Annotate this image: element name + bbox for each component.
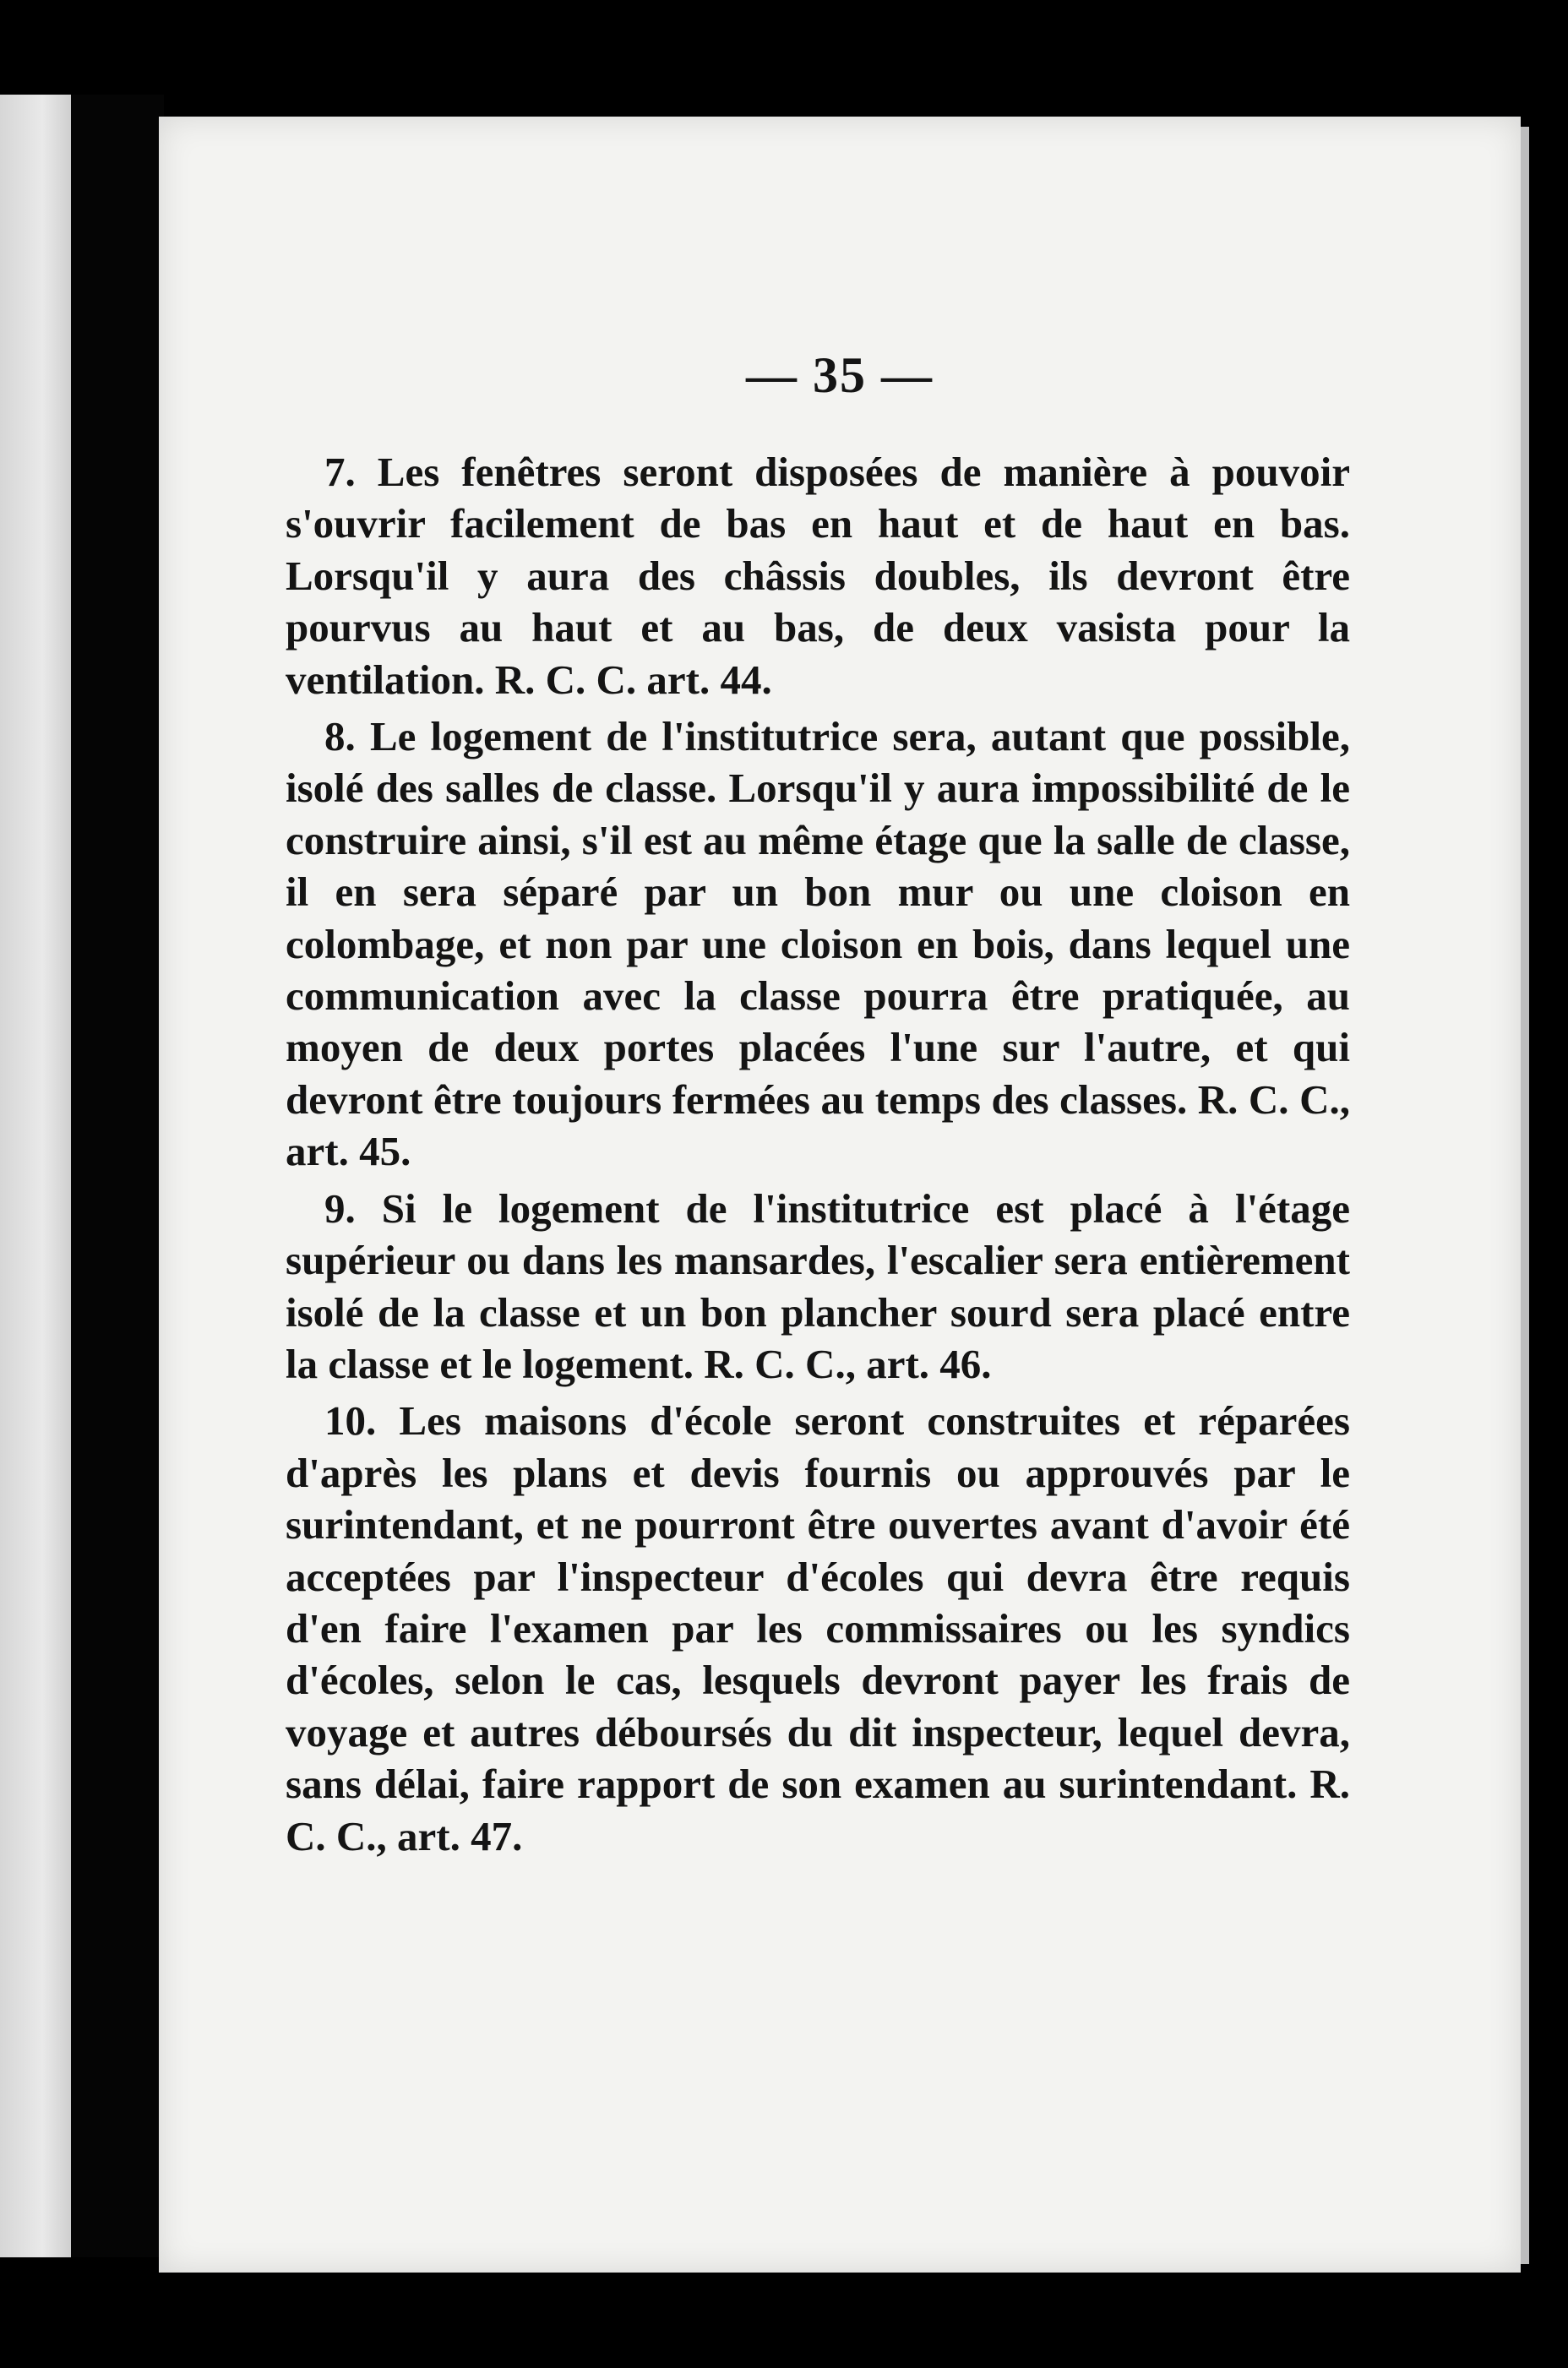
body-text (286, 446, 1350, 1862)
paragraph-8 (286, 710, 1350, 1178)
paragraph-text: Les fenêtres seront disposées de manière à pouvoir s'ouvrir facilement de bas en haut et de haut en bas. Lorsqu'il y aura des châssis doubles, ils devront être pourvus au haut et au bas, de deux vasista pour la ventilation. R. C. C. art. 44. (286, 449, 1351, 703)
page-number: — 35 — (746, 347, 934, 403)
paragraph-7 (286, 446, 1350, 705)
facing-page-edge (0, 95, 71, 2257)
paragraph-10 (286, 1395, 1350, 1862)
paragraph-text: Les maisons d'école seront construites et réparées d'après les plans et devis fournis ou approuvés par le surintendant, et ne pourront être ouvertes avant d'avoir été acceptées par l'inspecteur d'écoles qui devra être requis d'en faire l'examen par les commissaires ou les syndics d'écoles, selon le cas, lesquels devront payer les frais de voyage et autres déboursés du dit inspecteur, lequel devra, sans délai, faire rapport de son examen au surintendant. R. C. C., art. 47. (286, 1397, 1350, 1859)
paragraph-number: 10. (324, 1397, 377, 1445)
document-page (159, 117, 1521, 2273)
paragraph-text: Le logement de l'institutrice sera, autant que possible, isolé des salles de classe. Lorsqu'il y aura impossibilité de le construire ainsi, s'il est au même étage que la salle de classe, il en sera séparé par un bon mur ou une cloison en colombage, et non par une cloison en bois, dans lequel une communication avec la classe pourra être pratiquée, au moyen de deux portes placées l'une sur l'autre, et qui devront être toujours fermées au temps des classes. R. C. C., art. 45. (286, 713, 1351, 1175)
paragraph-number: 9. (324, 1184, 356, 1232)
page-edge (1521, 127, 1529, 2264)
paragraph-number: 7. (324, 449, 356, 495)
paragraph-number: 8. (324, 713, 356, 760)
paragraph-9 (286, 1183, 1350, 1391)
gutter-shadow (71, 95, 164, 2257)
paragraph-text: Si le logement de l'institutrice est placé à l'étage supérieur ou dans les mansardes, l'escalier sera entièrement isolé de la classe et un bon plancher sourd sera placé entre la classe et le logement. R. C. C., art. 46. (286, 1184, 1350, 1387)
